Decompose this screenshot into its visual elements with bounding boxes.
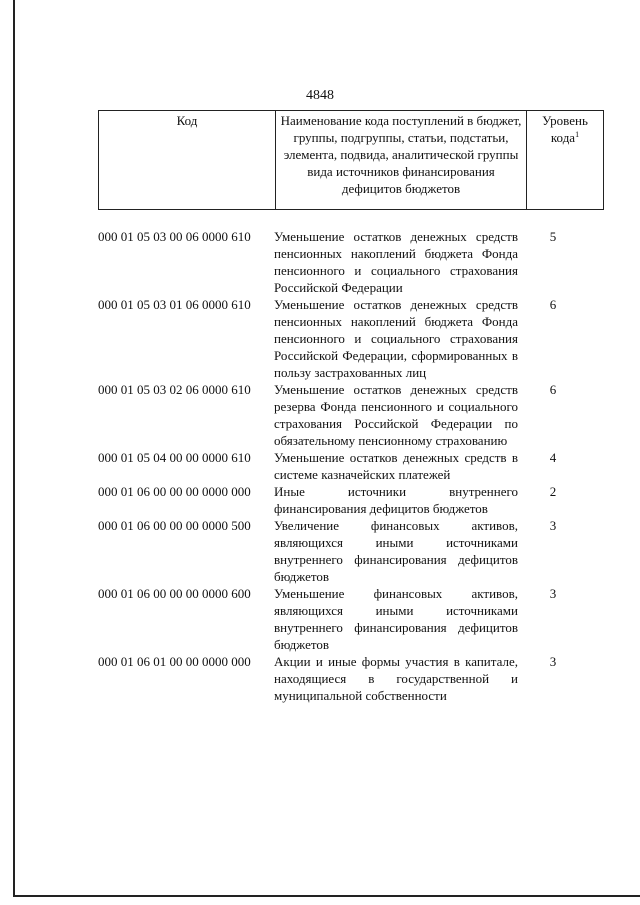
table-row — [98, 449, 582, 483]
row-level: 2 — [549, 484, 557, 499]
table-row — [98, 228, 582, 296]
header-level-label: Уровень кода — [542, 113, 588, 145]
row-code: 000 01 06 00 00 00 0000 600 — [98, 586, 251, 601]
table-row — [98, 585, 582, 653]
row-code: 000 01 05 03 02 06 0000 610 — [98, 382, 251, 397]
row-name: Уменьшение остатков денежных средств резерва Фонда пенсионного и социального страхования Российской Федерации по обязательному пенсионному страхованию — [274, 382, 518, 448]
row-level: 6 — [549, 382, 557, 397]
row-code: 000 01 05 03 01 06 0000 610 — [98, 297, 251, 312]
row-code: 000 01 05 03 00 06 0000 610 — [98, 229, 251, 244]
page-frame-bottom-line — [13, 895, 640, 897]
header-code-label: Код — [176, 113, 198, 128]
row-name: Уменьшение остатков денежных средств пенсионных накоплений бюджета Фонда пенсионного и социального страхования Российской Федерации — [274, 229, 518, 295]
row-name: Акции и иные формы участия в капитале, находящиеся в государственной и муниципальной собственности — [274, 654, 518, 703]
page-number: 4848 — [306, 88, 334, 103]
header-code — [99, 111, 276, 210]
header-name-label: Наименование кода поступлений в бюджет, группы, подгруппы, статьи, подстатьи, элемента, подвида, аналитической группы вида источников финансирования дефицитов бюджетов — [280, 113, 522, 196]
header-level — [527, 111, 604, 210]
code-rows — [98, 228, 582, 704]
row-name: Уменьшение остатков денежных средств пенсионных накоплений бюджета Фонда пенсионного и социального страхования Российской Федерации, сформированных в пользу застрахованных лиц — [274, 297, 518, 380]
header-name — [276, 111, 527, 210]
header-level-footnote: 1 — [575, 130, 580, 139]
row-level: 3 — [549, 586, 557, 601]
row-level: 6 — [549, 297, 557, 312]
table-row — [98, 517, 582, 585]
row-code: 000 01 05 04 00 00 0000 610 — [98, 450, 251, 465]
row-code: 000 01 06 00 00 00 0000 000 — [98, 484, 251, 499]
row-code: 000 01 06 00 00 00 0000 500 — [98, 518, 251, 533]
table-row — [98, 653, 582, 704]
row-level: 3 — [549, 654, 557, 669]
row-code: 000 01 06 01 00 00 0000 000 — [98, 654, 251, 669]
row-level: 5 — [549, 229, 557, 244]
row-name: Увеличение финансовых активов, являющихся иными источниками внутреннего финансирования дефицитов бюджетов — [274, 518, 518, 584]
row-name: Уменьшение финансовых активов, являющихся иными источниками внутреннего финансирования дефицитов бюджетов — [274, 586, 518, 652]
row-name: Уменьшение остатков денежных средств в системе казначейских платежей — [274, 450, 518, 482]
row-name: Иные источники внутреннего финансирования дефицитов бюджетов — [274, 484, 518, 516]
table-row — [98, 296, 582, 381]
page-frame-left-line — [13, 0, 15, 897]
row-level: 3 — [549, 518, 557, 533]
table-row — [98, 483, 582, 517]
table-header — [98, 110, 604, 210]
row-level: 4 — [549, 450, 557, 465]
table-row — [98, 381, 582, 449]
